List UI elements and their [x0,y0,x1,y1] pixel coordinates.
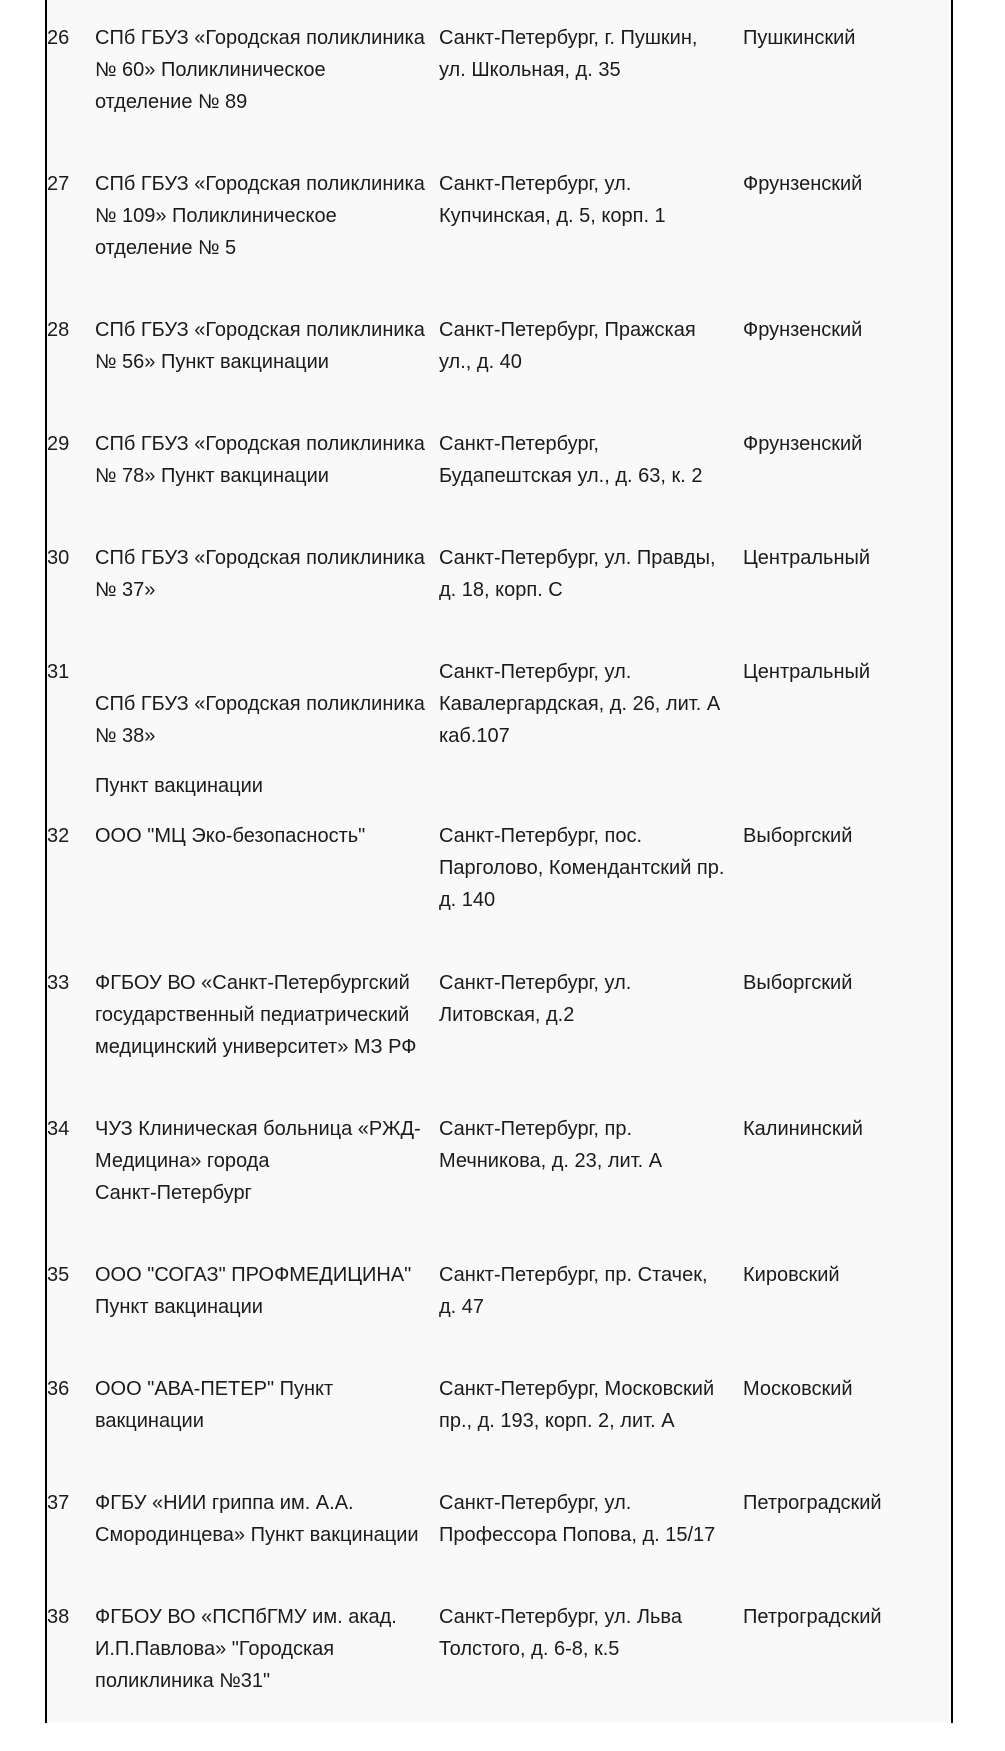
clinic-district: Центральный [743,547,871,569]
clinic-district: Московский [743,1378,853,1400]
row-number: 37 [47,1492,70,1514]
clinic-name: ФГБОУ ВО «ПСПбГМУ им. акад. И.П.Павлова» "Городская поликлиника №31" [95,1606,397,1692]
row-number: 29 [47,433,70,455]
table-row [47,168,951,318]
row-number: 36 [47,1378,70,1400]
clinic-address: Санкт-Петербург, ул. Профессора Попова, д. 15/17 [439,1492,716,1546]
clinic-district: Выборгский [743,972,853,994]
clinic-district: Фрунзенский [743,319,863,341]
clinic-name: СПб ГБУЗ «Городская поликлиника № 78» Пункт вакцинации [95,433,425,487]
clinic-address: Санкт-Петербург, Московский пр., д. 193, корп. 2, лит. А [439,1378,715,1432]
clinic-address: Санкт-Петербург, ул. Кавалергардская, д. 26, лит. А каб.107 [439,661,721,747]
clinic-name: СПб ГБУЗ «Городская поликлиника № 37» [95,547,425,601]
clinic-name: ООО "АВА-ПЕТЕР" Пункт вакцинации [95,1378,334,1432]
clinic-district: Выборгский [743,825,853,847]
table-row [47,1601,951,1751]
row-number: 31 [47,661,70,683]
clinic-district: Фрунзенский [743,173,863,195]
row-number: 34 [47,1118,70,1140]
clinic-district: Кировский [743,1264,840,1286]
clinic-address: Санкт-Петербург, Будапештская ул., д. 63, к. 2 [439,433,703,487]
row-number: 30 [47,547,70,569]
clinic-name: ФГБОУ ВО «Санкт-Петербургский государственный педиатрический медицинский университет» МЗ РФ [95,972,417,1058]
table-row [47,22,951,172]
clinic-address: Санкт-Петербург, ул. Льва Толстого, д. 6-8, к.5 [439,1606,682,1660]
clinic-name-text: СПб ГБУЗ «Городская поликлиника № 38» [95,693,425,747]
clinic-name [95,656,435,834]
clinic-address: Санкт-Петербург, г. Пушкин, ул. Школьная, д. 35 [439,27,698,81]
clinic-district: Центральный [743,661,871,683]
clinic-name: ЧУЗ Клиническая больница «РЖД- Медицина» города Санкт-Петербург [95,1118,421,1204]
clinic-district: Петроградский [743,1606,882,1628]
row-number: 35 [47,1264,70,1286]
clinic-name: СПб ГБУЗ «Городская поликлиника № 60» Поликлиническое отделение № 89 [95,27,425,113]
clinic-address: Санкт-Петербург, пр. Мечникова, д. 23, лит. А [439,1118,663,1172]
clinic-name: ООО "МЦ Эко-безопасность" [95,825,366,847]
clinic-district: Фрунзенский [743,433,863,455]
row-number: 28 [47,319,70,341]
clinic-address: Санкт-Петербург, пос. Парголово, Комендантский пр. д. 140 [439,825,725,911]
clinics-table [45,0,953,1723]
clinic-address: Санкт-Петербург, ул. Литовская, д.2 [439,972,632,1026]
clinic-name: ООО "СОГАЗ" ПРОФМЕДИЦИНА" Пункт вакцинации [95,1264,412,1318]
row-number: 33 [47,972,70,994]
clinic-address: Санкт-Петербург, ул. Правды, д. 18, корп. С [439,547,716,601]
clinic-name: ФГБУ «НИИ гриппа им. А.А. Смородинцева» Пункт вакцинации [95,1492,419,1546]
row-number: 26 [47,27,70,49]
table-row [47,1113,951,1263]
clinic-name: СПб ГБУЗ «Городская поликлиника № 109» Поликлиническое отделение № 5 [95,173,425,259]
row-number: 27 [47,173,70,195]
table-row [47,967,951,1117]
row-number: 32 [47,825,70,847]
clinic-district: Петроградский [743,1492,882,1514]
table-row [47,820,951,970]
clinic-address: Санкт-Петербург, ул. Купчинская, д. 5, корп. 1 [439,173,666,227]
clinic-district: Пушкинский [743,27,856,49]
clinic-district: Калининский [743,1118,863,1140]
clinic-address: Санкт-Петербург, Пражская ул., д. 40 [439,319,696,373]
clinic-address: Санкт-Петербург, пр. Стачек, д. 47 [439,1264,708,1318]
table-row [47,656,951,806]
clinic-name: СПб ГБУЗ «Городская поликлиника № 56» Пункт вакцинации [95,319,425,373]
clinic-name-note: Пункт вакцинации [95,775,263,797]
row-number: 38 [47,1606,70,1628]
